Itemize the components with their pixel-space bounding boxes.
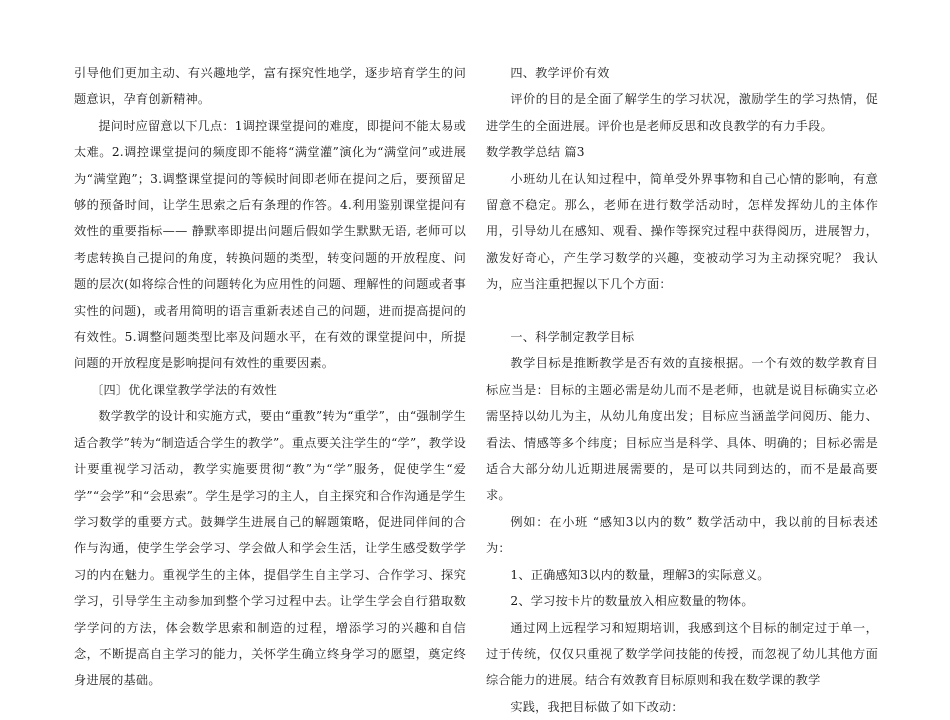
paragraph-continuation: 引导他们更加主动、有兴趣地学，富有探究性地学，逐步培育学生的问题意识，孕育创新精神。 <box>74 66 466 107</box>
paragraph-intro: 小班幼儿在认知过程中，简单受外界事物和自己心情的影响，有意留意不稳定。那么，老师在进行数学活动时，怎样发挥幼儿的主体作用，引导幼儿在感知、观看、操作等探究过程中获得阅历，进展智力，激发好奇心，产生学习数学的兴趣，变被动学习为主动探究呢？ 我认为，应当注重把握以下几个方面： <box>486 171 878 292</box>
paragraph-learning-method: 数学教学的设计和实施方式，要由“重教”转为“重学”，由“强制学生适合教学”转为“制造适合学生的教学”。重点要关注学生的“学”，教学设计要重视学习活动，教学实施要贯彻“教”为“学”服务，促使学生“爱学”“会学”和“会思索”。学生是学习的主人，自主探究和合作沟通是学生学习数学的重要方式。鼓舞学生进展自己的解题策略，促进同伴间的合作与沟通，使学生学会学习、学会做人和学会生活，让学生感受数学学习的内在魅力。重视学生的主体，提倡学生自主学习、合作学习、探究学习，引导学生主动参加到整个学习过程中去。让学生学会自行猎取数学学问的方法，体会数学思索和制造的过程，增添学习的兴趣和自信念，不断提高自主学习的能力，关怀学生确立终身学习的愿望，奠定终身进展的基础。 <box>74 409 466 688</box>
paragraph-questioning-tips: 提问时应留意以下几点：1调控课堂提问的难度，即提问不能太易或太难。2.调控课堂提问的频度即不能将“满堂灌”演化为“满堂问”或进展为“满堂跑”；3.调整课堂提问的等候时间即老师在提问之后，要预留足够的预备时间，让学生思索之后有条理的作答。4.利用鉴别课堂提问有效性的重要指标—— 静默率即提出问题后假如学生默默无语, 老师可以考虑转换自己提问的角度，转换问题的类型，转变问题的开放程度、问题的层次(如将综合性的问题转化为应用性的问题、理解性的问题或者事实性的问题)，或者用简明的语言重新表述自己的问题，进而提高提问的有效性。5.调整问题类型比率及问题水平，在有效的课堂提问中，所提问题的开放程度是影响提问有效性的重要因素。 <box>74 118 466 371</box>
paragraph-practice: 实践，我把目标做了如下改动： <box>510 699 684 714</box>
paragraph-reflection: 通过网上远程学习和短期培训，我感到这个目标的制定过于单一，过于传统，仅仅只重视了数学学问技能的传授，而忽视了幼儿其他方面综合能力的进展。结合有效教育目标原则和我在数学课的教学 <box>486 620 878 688</box>
right-column <box>486 60 878 720</box>
list-item-two: 2、学习按卡片的数量放入相应数量的物体。 <box>510 594 754 609</box>
paragraph-goal: 教学目标是推断教学是否有效的直接根据。一个有效的数学教育目标应当是：目标的主题必需是幼儿而不是老师，也就是说目标确实立必需坚持以幼儿为主，从幼儿角度出发；目标应当涵盖学问阅历、能力、看法、情感等多个纬度；目标应当是科学、具体、明确的；目标必需是适合大部分幼儿近期进展需要的，是可以共同到达的，而不是最高要求。 <box>486 356 878 503</box>
heading-evaluation: 四、教学评价有效 <box>510 66 610 80</box>
paragraph-evaluation: 评价的目的是全面了解学生的学习状况，激励学生的学习热情，促进学生的全面进展。评价也是老师反思和改良教学的有力手段。 <box>486 92 878 133</box>
left-column <box>74 60 466 694</box>
section-title: 数学教学总结 篇3 <box>486 145 585 160</box>
list-item-one: 1、正确感知3以内的数量，理解3的实际意义。 <box>510 567 770 582</box>
heading-goal: 一、科学制定教学目标 <box>510 330 635 345</box>
heading-section-four: 〔四〕优化课堂教学学法的有效性 <box>91 382 277 397</box>
paragraph-example: 例如：在小班 “感知3以内的数” 数学活动中，我以前的目标表述为： <box>486 514 878 556</box>
blank-line <box>486 298 878 324</box>
